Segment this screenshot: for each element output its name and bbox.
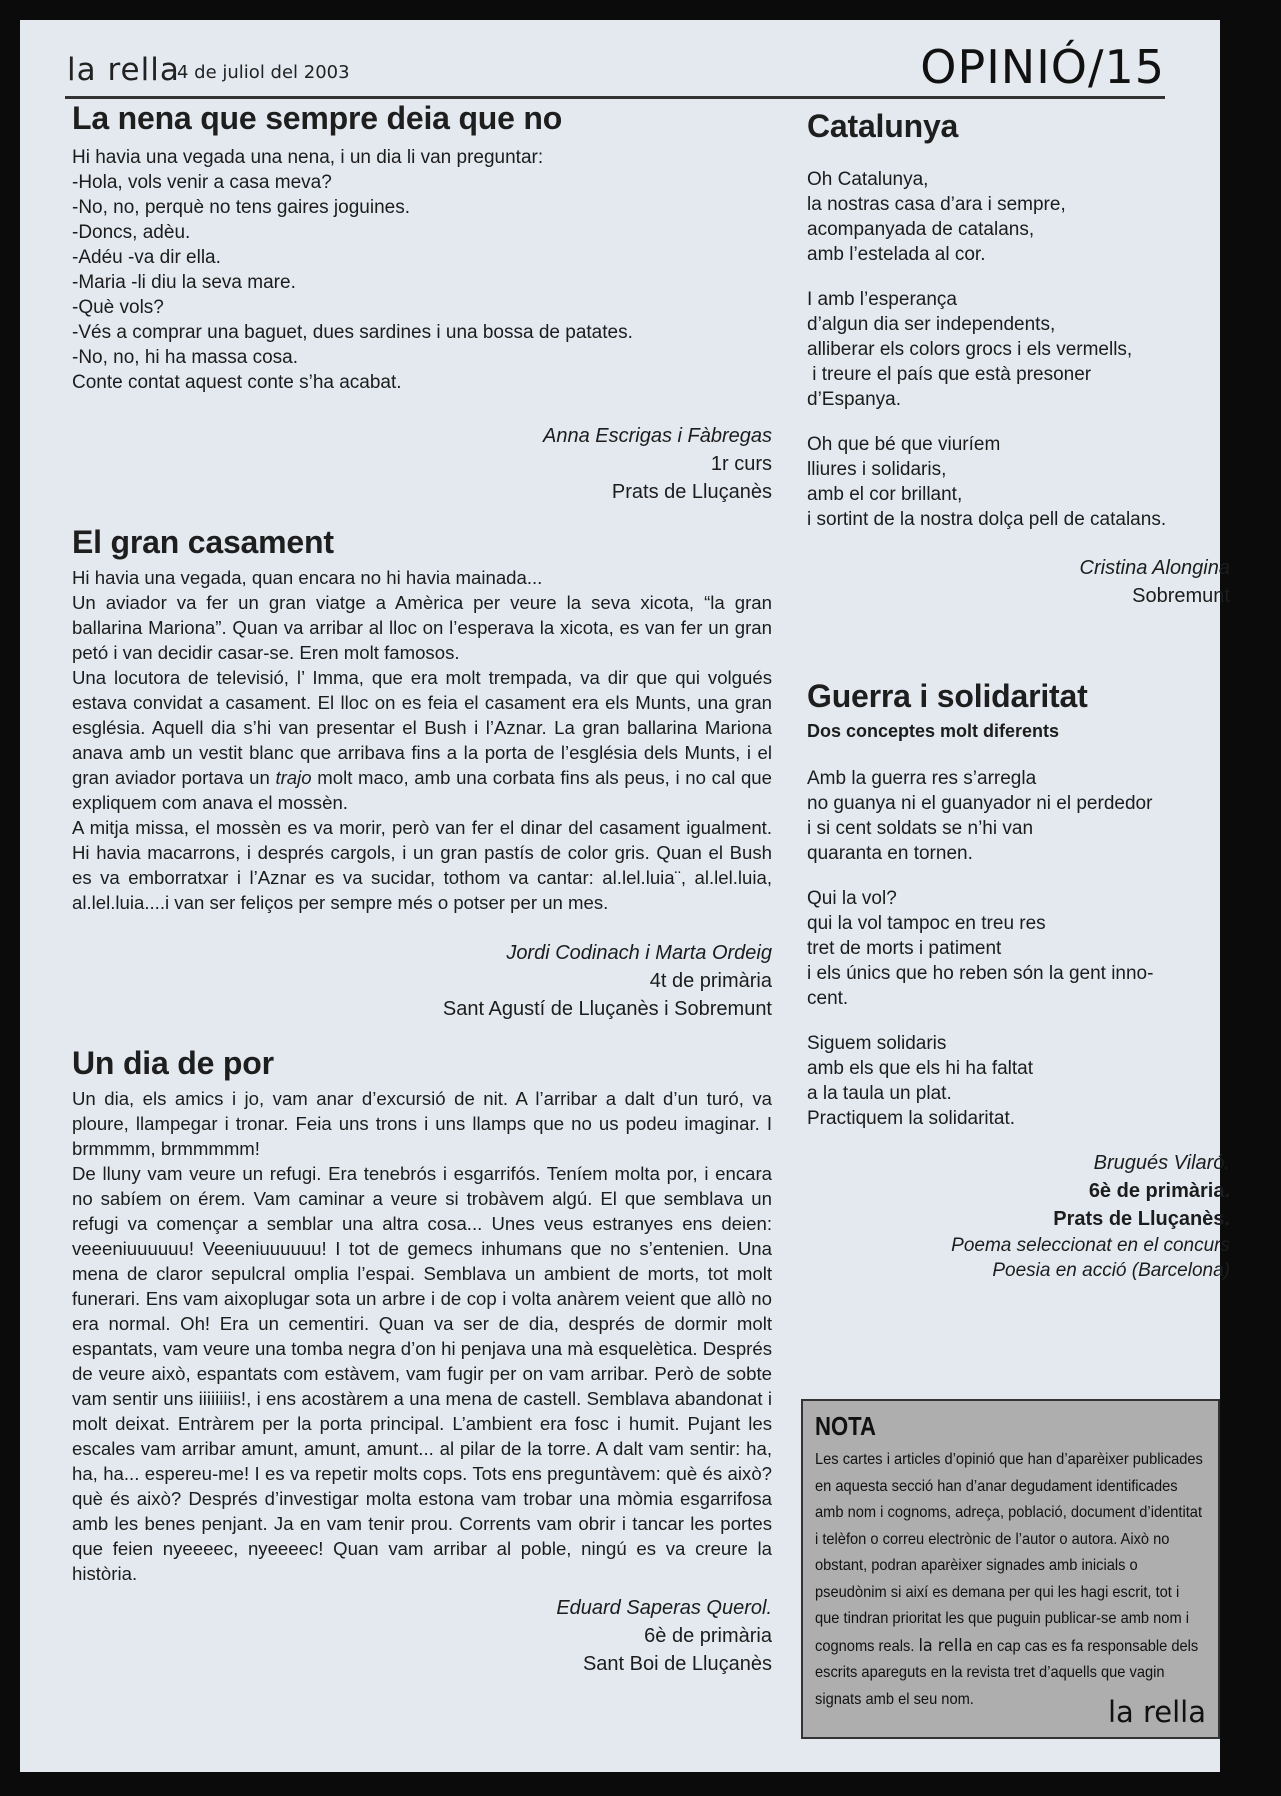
- stanza: [807, 1031, 1230, 1131]
- author-name: Anna Escrigas i Fàbregas: [542, 425, 772, 447]
- verse: a la taula un plat.: [807, 1083, 952, 1104]
- verse: tret de morts i patiment: [807, 938, 1002, 959]
- poem-signature: [807, 1149, 1230, 1283]
- author-grade: 1r curs: [710, 453, 772, 475]
- verse: no guanya ni el guanyador ni el perdedor: [807, 793, 1153, 814]
- publication-name: la rella: [67, 52, 180, 88]
- paragraph: Un dia, els amics i jo, vam anar d’excursió de nit. A l’arribar a dalt d’un turó, va ploure, llampegar i tronar. Feia uns trons i uns llamps que no us podeu imaginar. I brmmmm, brmmmmm!: [72, 1088, 772, 1159]
- newspaper-page: [20, 20, 1230, 1772]
- poem-title: Guerra i solidaritat: [807, 678, 1088, 714]
- emphasis: trajo: [275, 767, 312, 788]
- text-line: -No, no, perquè no tens gaires joguines.: [72, 197, 410, 218]
- verse: d’algun dia ser independents,: [807, 314, 1056, 335]
- poem-subtitle: Dos conceptes molt diferents: [807, 721, 1060, 741]
- text-line: -Doncs, adèu.: [72, 222, 191, 243]
- text-line: Conte contat aquest conte s’ha acabat.: [72, 372, 402, 393]
- stanza: [807, 766, 1230, 866]
- author-place: Sant Agustí de Lluçanès i Sobremunt: [442, 998, 772, 1020]
- article-casament: [72, 524, 772, 1023]
- verse: Siguem solidaris: [807, 1033, 947, 1054]
- author-grade: 4t de primària: [649, 970, 772, 992]
- verse: i sortint de la nostra dolça pell de catalans.: [807, 509, 1167, 530]
- verse: la nostras casa d’ara i sempre,: [807, 194, 1066, 215]
- paragraph: A mitja missa, el mossèn es va morir, però van fer el dinar del casament igualment. Hi havia macarrons, i després cargols, i un gran pastís de color gris. Quan el Bush es va emborratxar i l’Aznar es va sucidar, tothom va cantar: al.lel.luia¨, al.lel.luia, al.lel.luia....i van ser feliços per sempre més o potser per un mes.: [72, 817, 772, 913]
- author-name: Eduard Saperas Querol.: [556, 1597, 772, 1619]
- poem-body: [807, 167, 1230, 532]
- poem-catalunya: [807, 108, 1230, 610]
- article-body: [72, 145, 772, 395]
- text-line: -Hola, vols venir a casa meva?: [72, 172, 332, 193]
- text-line: Hi havia una vegada una nena, i un dia li van preguntar:: [72, 147, 544, 168]
- article-nena: [72, 100, 772, 506]
- verse: i si cent soldats se n’hi van: [807, 818, 1034, 839]
- right-column: [807, 108, 1230, 1283]
- page-header: [65, 40, 1165, 99]
- poem-body: [807, 766, 1230, 1131]
- note-signature: la rella: [1107, 1695, 1206, 1729]
- stanza: [807, 886, 1230, 1011]
- text-line: -Maria -li diu la seva mare.: [72, 272, 296, 293]
- verse: amb l’estelada al cor.: [807, 244, 986, 265]
- author-grade: 6è de primària.: [1088, 1180, 1230, 1202]
- verse: alliberar els colors grocs i els vermells,: [807, 339, 1133, 360]
- author-name: Cristina Alongina: [1079, 557, 1230, 579]
- section-title: OPINIÓ/15: [920, 40, 1165, 94]
- text-line: -Què vols?: [72, 297, 164, 318]
- verse: quaranta en tornen.: [807, 843, 973, 864]
- author-name: Brugués Vilaró.: [1093, 1152, 1230, 1174]
- note-title: NOTA: [815, 1411, 876, 1441]
- stanza: [807, 432, 1230, 532]
- note-text: [815, 1447, 1205, 1713]
- verse: i treure el país que està presoner: [807, 364, 1092, 385]
- article-title: El gran casament: [72, 524, 334, 560]
- paragraph: De lluny vam veure un refugi. Era tenebrós i esgarrifós. Teníem molta por, i encara no sabíem on érem. Vam caminar a veure si trobàvem algú. El que semblava un refugi va començar a semblar una altra cosa... Unes veus estranyes ens deien: veeeniuuuuuu! Veeeniuuuuuu! I tot de gemecs inhumans que no s’entenien. Una mena de claror sepulcral omplia l’espai. Semblava un ambient de morts, tot molt funerari. Ens vam aixoplugar sota un arbre i de cop i volta anàrem veient que allò no era normal. Oh! Era un cementiri. Quan va ser de dia, després de dormir molt espantats, vam veure una tomba negra d’on hi penjava una mà esquelètica. Després de veure això, espantats com estàvem, vam fugir per on vam arribar. Però de sobte vam sentir uns iiiiiiiis!, i ens acostàrem a una mena de castell. Semblava abandonat i molt deixat. Entràrem per la porta principal. L’ambient era fosc i humit. Pujant les escales vam arribar amunt, amunt, amunt... al pilar de la torre. A dalt vam sentir: ha, ha, ha... espereu-me! I es va repetir molts cops. Tots ens preguntàvem: què és això? què és això? Després d’investigar molta estona vam trobar una mòmia esgarrifosa amb les benes penjant. Ja en vam tenir prou. Corrents vam obrir i tancar les portes que feien nyeeeec, nyeeeec! Quan vam arribar al poble, ningú es va creure la història.: [72, 1163, 772, 1584]
- issue-date: 4 de juliol del 2003: [177, 62, 350, 83]
- article-signature: [72, 1594, 772, 1678]
- text-line: -Adéu -va dir ella.: [72, 247, 221, 268]
- verse: amb el cor brillant,: [807, 484, 963, 505]
- poem-signature: [807, 554, 1230, 610]
- author-place: Prats de Lluçanès.: [1053, 1208, 1230, 1230]
- article-body: [72, 565, 772, 915]
- verse: amb els que els hi ha faltat: [807, 1058, 1034, 1079]
- text-line: -Vés a comprar una baguet, dues sardines i una bossa de patates.: [72, 322, 633, 343]
- verse: Qui la vol?: [807, 888, 897, 909]
- article-title: La nena que sempre deia que no: [72, 100, 563, 136]
- verse: acompanyada de catalans,: [807, 219, 1035, 240]
- verse: qui la vol tampoc en treu res: [807, 913, 1046, 934]
- note-text-part: en cap cas es fa responsable dels escrits apareguts en la revista tret d’aquells que vagin signats amb el seu nom.: [815, 1637, 1199, 1708]
- article-title: Un dia de por: [72, 1045, 274, 1081]
- verse: Practiquem la solidaritat.: [807, 1108, 1016, 1129]
- poem-guerra: [807, 678, 1230, 1283]
- verse: i els únics que ho reben són la gent inno-: [807, 963, 1154, 984]
- paragraph: Hi havia una vegada, quan encara no hi havia mainada...: [72, 567, 543, 588]
- contest-note: Poema seleccionat en el concurs: [951, 1235, 1230, 1256]
- paragraph: Una locutora de televisió, l’ Imma, que era molt trempada, va dir que qui volgués estava convidat a casament. El lloc on es feia el casament era els Munts, una gran església. Aquell dia s’hi van presentar el Bush i l’Aznar. La gran ballarina Mariona anava amb un vestit blanc que arribava fins a la porta de l’església dels Munts, i el gran aviador portava un trajo molt maco, amb una corbata fins als peus, i no cal que expliquem com anava el mossèn.: [72, 667, 772, 813]
- author-place: Prats de Lluçanès: [611, 481, 772, 503]
- paragraph: Un aviador va fer un gran viatge a Amèrica per veure la seva xicota, “la gran ballarina Mariona”. Quan va arribar al lloc on l’esperava la xicota, es van fer un gran petó i van decidir casar-se. Eren molt famosos.: [72, 592, 772, 663]
- editorial-note-box: [801, 1399, 1220, 1739]
- article-signature: [72, 939, 772, 1023]
- verse: d’Espanya.: [807, 389, 902, 410]
- note-text-part: Les cartes i articles d’opinió que han d’aparèixer publicades en aquesta secció han d’anar degudament identificades amb nom i cognoms, adreça, població, document d’identitat i telèfon o correu electrònic de l’autor o autora. Això no obstant, podran aparèixer signades amb inicials o pseudònim si així es demana per qui les hagi escrit, tot i que tindran prioritat les que puguin publicar-se amb nom i cognoms reals.: [815, 1451, 1203, 1655]
- article-body: [72, 1086, 772, 1586]
- stanza: [807, 167, 1230, 267]
- verse: I amb l’esperança: [807, 289, 957, 310]
- verse: lliures i solidaris,: [807, 459, 947, 480]
- author-name: Jordi Codinach i Marta Ordeig: [506, 942, 772, 964]
- author-place: Sant Boi de Lluçanès: [582, 1653, 772, 1675]
- verse: cent.: [807, 988, 849, 1009]
- note-brand: la rella: [918, 1635, 973, 1656]
- poem-title: Catalunya: [807, 108, 959, 144]
- stanza: [807, 287, 1230, 412]
- verse: Oh Catalunya,: [807, 169, 929, 190]
- verse: Amb la guerra res s’arregla: [807, 768, 1037, 789]
- left-column: [72, 100, 772, 1678]
- article-signature: [72, 422, 772, 506]
- author-place: Sobremunt: [1132, 585, 1230, 607]
- text-line: -No, no, hi ha massa cosa.: [72, 347, 298, 368]
- article-por: [72, 1045, 772, 1678]
- author-grade: 6è de primària: [644, 1625, 772, 1647]
- contest-note: Poesia en acció (Barcelona): [992, 1260, 1230, 1281]
- verse: Oh que bé que viuríem: [807, 434, 1001, 455]
